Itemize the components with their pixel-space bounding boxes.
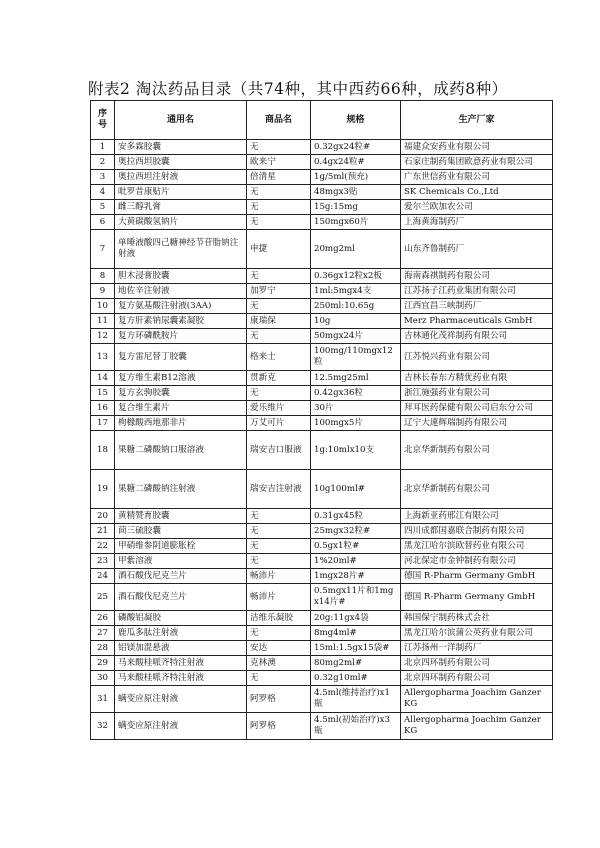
cell-generic-name: 奥拉西坦胶囊 xyxy=(115,155,247,170)
cell-specification: 20mg2ml xyxy=(311,230,401,269)
cell-generic-name: 黄精赞育胶囊 xyxy=(115,509,247,524)
cell-generic-name: 果糖二磷酸钠注射液 xyxy=(115,470,247,509)
cell-generic-name: 地佐辛注射液 xyxy=(115,284,247,299)
cell-specification: 150mgx60片 xyxy=(311,215,401,230)
cell-manufacturer: 德国 R-Pharm Germany GmbH xyxy=(401,569,553,584)
cell-brand-name: 无 xyxy=(247,215,311,230)
cell-brand-name: 无 xyxy=(247,269,311,284)
table-row xyxy=(91,671,553,686)
cell-brand-name: 洁维乐凝胶 xyxy=(247,611,311,626)
cell-generic-name: 鹿瓜多肽注射液 xyxy=(115,626,247,641)
cell-brand-name: 无 xyxy=(247,140,311,155)
cell-number: 14 xyxy=(91,371,115,386)
cell-generic-name: 大黄碳酸氢钠片 xyxy=(115,215,247,230)
cell-specification: 10g100ml# xyxy=(311,470,401,509)
cell-specification: 0.5gx1粒# xyxy=(311,539,401,554)
table-row xyxy=(91,509,553,524)
cell-brand-name: 贯新克 xyxy=(247,371,311,386)
cell-generic-name: 单唾液酸四己糖神经节苷脂钠注射液 xyxy=(115,230,247,269)
cell-number: 7 xyxy=(91,230,115,269)
cell-generic-name: 复合维生素片 xyxy=(115,401,247,416)
cell-brand-name: 无 xyxy=(247,386,311,401)
cell-generic-name: 马来酸桂哌齐特注射液 xyxy=(115,656,247,671)
cell-number: 5 xyxy=(91,200,115,215)
cell-number: 23 xyxy=(91,554,115,569)
cell-number: 26 xyxy=(91,611,115,626)
cell-specification: 4.5ml(初始治疗)x3瓶 xyxy=(311,713,401,740)
cell-specification: 0.31gx45粒 xyxy=(311,509,401,524)
cell-manufacturer: 石家庄制药集团欧意药业有限公司 xyxy=(401,155,553,170)
cell-specification: 100mgx5片 xyxy=(311,416,401,431)
cell-specification: 0.42gx36粒 xyxy=(311,386,401,401)
cell-generic-name: 磷酸铝凝胶 xyxy=(115,611,247,626)
cell-number: 10 xyxy=(91,299,115,314)
cell-brand-name: 倍清星 xyxy=(247,170,311,185)
cell-number: 28 xyxy=(91,641,115,656)
cell-manufacturer: 吉林长春东方精优药业有限 xyxy=(401,371,553,386)
table-row xyxy=(91,314,553,329)
table-row xyxy=(91,200,553,215)
table-row xyxy=(91,611,553,626)
cell-specification: 250ml:10.65g xyxy=(311,299,401,314)
cell-generic-name: 复方氨基酸注射液(3AA) xyxy=(115,299,247,314)
cell-specification: 4.5ml(维持治疗)x1瓶 xyxy=(311,686,401,713)
cell-number: 12 xyxy=(91,329,115,344)
cell-generic-name: 复方维生素B12溶液 xyxy=(115,371,247,386)
cell-manufacturer: 江苏扬子江药业集团有限公司 xyxy=(401,284,553,299)
cell-manufacturer: 黑龙江哈尔滨欧替药业有限公司 xyxy=(401,539,553,554)
cell-number: 22 xyxy=(91,539,115,554)
cell-specification: 8mg4ml# xyxy=(311,626,401,641)
table-row xyxy=(91,344,553,371)
cell-number: 6 xyxy=(91,215,115,230)
cell-specification: 80mg2ml# xyxy=(311,656,401,671)
table-row xyxy=(91,656,553,671)
cell-specification: 0.5mgx11片和1mgx14片# xyxy=(311,584,401,611)
cell-generic-name: 茴三硫胶囊 xyxy=(115,524,247,539)
cell-generic-name: 甲硝维参阴道膨胀栓 xyxy=(115,539,247,554)
cell-brand-name: 无 xyxy=(247,299,311,314)
cell-brand-name: 申捷 xyxy=(247,230,311,269)
table-row xyxy=(91,416,553,431)
cell-specification: 0.4gx24粒# xyxy=(311,155,401,170)
cell-manufacturer: Allergopharma Joachim Ganzer KG xyxy=(401,713,553,740)
cell-specification: 1ml:5mgx4支 xyxy=(311,284,401,299)
cell-manufacturer: 海南森祺制药有限公司 xyxy=(401,269,553,284)
cell-generic-name: 枸橼酸西地那非片 xyxy=(115,416,247,431)
drug-table xyxy=(90,100,553,740)
cell-manufacturer: 四川成都国嘉联合制药有限公司 xyxy=(401,524,553,539)
cell-manufacturer: 上海新亚药邢江有限公司 xyxy=(401,509,553,524)
cell-specification: 0.32gx24粒# xyxy=(311,140,401,155)
cell-number: 25 xyxy=(91,584,115,611)
header-generic-name: 通用名 xyxy=(115,101,247,140)
cell-brand-name: 无 xyxy=(247,626,311,641)
cell-generic-name: 铝镁加混悬液 xyxy=(115,641,247,656)
table-row xyxy=(91,185,553,200)
cell-manufacturer: 北京华新制药有限公司 xyxy=(401,470,553,509)
table-row xyxy=(91,524,553,539)
table-row xyxy=(91,431,553,470)
cell-manufacturer: 江苏悦兴药业有限公司 xyxy=(401,344,553,371)
cell-specification: 30片 xyxy=(311,401,401,416)
cell-manufacturer: 爱尔兰欧加农公司 xyxy=(401,200,553,215)
cell-brand-name: 无 xyxy=(247,671,311,686)
cell-manufacturer: 韩国保宁制药株式会社 xyxy=(401,611,553,626)
cell-generic-name: 酒石酸伐尼克兰片 xyxy=(115,584,247,611)
cell-brand-name: 康瑞保 xyxy=(247,314,311,329)
cell-generic-name: 奥拉西坦注射液 xyxy=(115,170,247,185)
cell-number: 8 xyxy=(91,269,115,284)
cell-number: 16 xyxy=(91,401,115,416)
table-row xyxy=(91,569,553,584)
cell-specification: 15g:15mg xyxy=(311,200,401,215)
table-row xyxy=(91,329,553,344)
cell-manufacturer: 德国 R-Pharm Germany GmbH xyxy=(401,584,553,611)
cell-generic-name: 雌三醇乳膏 xyxy=(115,200,247,215)
table-row xyxy=(91,470,553,509)
cell-manufacturer: 河北保定市金钟制药有限公司 xyxy=(401,554,553,569)
page-title: 附表2 淘汰药品目录（共74种，其中西药66种，成药8种） xyxy=(88,80,508,98)
cell-brand-name: 无 xyxy=(247,185,311,200)
cell-manufacturer: 上海黄海制药厂 xyxy=(401,215,553,230)
cell-specification: 0.36gx12粒x2板 xyxy=(311,269,401,284)
cell-number: 21 xyxy=(91,524,115,539)
cell-manufacturer: 福建众安药业有限公司 xyxy=(401,140,553,155)
table-row xyxy=(91,401,553,416)
cell-number: 1 xyxy=(91,140,115,155)
cell-generic-name: 甲紫溶液 xyxy=(115,554,247,569)
cell-specification: 50mgx24片 xyxy=(311,329,401,344)
cell-brand-name: 无 xyxy=(247,524,311,539)
cell-generic-name: 复方肝素钠尿囊素凝胶 xyxy=(115,314,247,329)
cell-number: 29 xyxy=(91,656,115,671)
table-row xyxy=(91,641,553,656)
cell-number: 13 xyxy=(91,344,115,371)
cell-number: 31 xyxy=(91,686,115,713)
cell-number: 18 xyxy=(91,431,115,470)
table-row xyxy=(91,170,553,185)
cell-generic-name: 复方玄驹胶囊 xyxy=(115,386,247,401)
table-header-row xyxy=(91,101,553,140)
cell-manufacturer: 江苏扬州一洋制药厂 xyxy=(401,641,553,656)
cell-manufacturer: 广东世信药业有限公司 xyxy=(401,170,553,185)
cell-manufacturer: SK Chemicals Co.,Ltd xyxy=(401,185,553,200)
table-row xyxy=(91,215,553,230)
cell-brand-name: 无 xyxy=(247,554,311,569)
cell-specification: 0.32g10ml# xyxy=(311,671,401,686)
cell-generic-name: 螨变应原注射液 xyxy=(115,713,247,740)
header-number: 序号 xyxy=(91,101,115,140)
cell-brand-name: 欧来宁 xyxy=(247,155,311,170)
cell-brand-name: 无 xyxy=(247,509,311,524)
cell-specification: 1mgx28片# xyxy=(311,569,401,584)
table-row xyxy=(91,686,553,713)
cell-manufacturer: 江西宜昌三峡制药厂 xyxy=(401,299,553,314)
cell-generic-name: 果糖二磷酸钠口服溶液 xyxy=(115,431,247,470)
cell-brand-name: 瑞安吉注射液 xyxy=(247,470,311,509)
cell-generic-name: 复方雷尼替丁胶囊 xyxy=(115,344,247,371)
table-row xyxy=(91,554,553,569)
table-row xyxy=(91,230,553,269)
cell-specification: 20g:11gx4袋 xyxy=(311,611,401,626)
table-row xyxy=(91,713,553,740)
cell-brand-name: 格来士 xyxy=(247,344,311,371)
cell-manufacturer: 北京四环制药有限公司 xyxy=(401,656,553,671)
cell-specification: 1%20ml# xyxy=(311,554,401,569)
cell-generic-name: 螨变应原注射液 xyxy=(115,686,247,713)
cell-brand-name: 畅沛片 xyxy=(247,569,311,584)
cell-generic-name: 吡罗昔康贴片 xyxy=(115,185,247,200)
cell-generic-name: 胆木浸膏胶囊 xyxy=(115,269,247,284)
table-row xyxy=(91,299,553,314)
cell-brand-name: 阿罗格 xyxy=(247,713,311,740)
cell-number: 11 xyxy=(91,314,115,329)
table-row xyxy=(91,140,553,155)
cell-manufacturer: Allergopharma Joachim Ganzer KG xyxy=(401,686,553,713)
cell-brand-name: 畅沛片 xyxy=(247,584,311,611)
table-row xyxy=(91,584,553,611)
cell-brand-name: 安达 xyxy=(247,641,311,656)
cell-specification: 25mgx32粒# xyxy=(311,524,401,539)
cell-number: 15 xyxy=(91,386,115,401)
cell-brand-name: 瑞安吉口服液 xyxy=(247,431,311,470)
cell-manufacturer: 辽宁大連辉瑞制药有限公司 xyxy=(401,416,553,431)
cell-specification: 48mgx3贴 xyxy=(311,185,401,200)
header-manufacturer: 生产厂家 xyxy=(401,101,553,140)
cell-specification: 100mg/110mgx12粒 xyxy=(311,344,401,371)
header-brand-name: 商品名 xyxy=(247,101,311,140)
header-specification: 规格 xyxy=(311,101,401,140)
cell-generic-name: 马来酸桂哌齐特注射液 xyxy=(115,671,247,686)
cell-brand-name: 阿罗格 xyxy=(247,686,311,713)
cell-number: 17 xyxy=(91,416,115,431)
cell-specification: 1g:10mlx10支 xyxy=(311,431,401,470)
cell-specification: 15ml:1.5gx15袋# xyxy=(311,641,401,656)
cell-brand-name: 无 xyxy=(247,539,311,554)
cell-number: 4 xyxy=(91,185,115,200)
table-row xyxy=(91,284,553,299)
table-row xyxy=(91,386,553,401)
cell-number: 3 xyxy=(91,170,115,185)
cell-number: 2 xyxy=(91,155,115,170)
cell-manufacturer: 北京四环制药有限公司 xyxy=(401,671,553,686)
cell-manufacturer: 拜耳医药保健有限公司启东分公司 xyxy=(401,401,553,416)
cell-manufacturer: 吉林通化茂祥制药有限公司 xyxy=(401,329,553,344)
cell-manufacturer: 浙江施强药业有限公司 xyxy=(401,386,553,401)
cell-number: 9 xyxy=(91,284,115,299)
cell-brand-name: 万艾可片 xyxy=(247,416,311,431)
cell-number: 19 xyxy=(91,470,115,509)
cell-manufacturer: 黑龙江哈尔滨蒲公英药业有限公司 xyxy=(401,626,553,641)
cell-generic-name: 复方环磷酰胺片 xyxy=(115,329,247,344)
cell-generic-name: 安多霖胶囊 xyxy=(115,140,247,155)
cell-manufacturer: Merz Pharmaceuticals GmbH xyxy=(401,314,553,329)
cell-number: 27 xyxy=(91,626,115,641)
cell-number: 32 xyxy=(91,713,115,740)
cell-specification: 12.5mg25ml xyxy=(311,371,401,386)
cell-manufacturer: 山东齐鲁制药厂 xyxy=(401,230,553,269)
cell-manufacturer: 北京华新制药有限公司 xyxy=(401,431,553,470)
cell-number: 30 xyxy=(91,671,115,686)
cell-number: 24 xyxy=(91,569,115,584)
table-row xyxy=(91,269,553,284)
cell-generic-name: 酒石酸伐尼克兰片 xyxy=(115,569,247,584)
table-row xyxy=(91,626,553,641)
cell-brand-name: 克林澳 xyxy=(247,656,311,671)
cell-brand-name: 无 xyxy=(247,329,311,344)
cell-brand-name: 加罗宁 xyxy=(247,284,311,299)
cell-specification: 10g xyxy=(311,314,401,329)
cell-brand-name: 无 xyxy=(247,200,311,215)
table-row xyxy=(91,155,553,170)
cell-brand-name: 爱乐维片 xyxy=(247,401,311,416)
table-row xyxy=(91,371,553,386)
cell-number: 20 xyxy=(91,509,115,524)
cell-specification: 1g/5ml(预充) xyxy=(311,170,401,185)
table-row xyxy=(91,539,553,554)
